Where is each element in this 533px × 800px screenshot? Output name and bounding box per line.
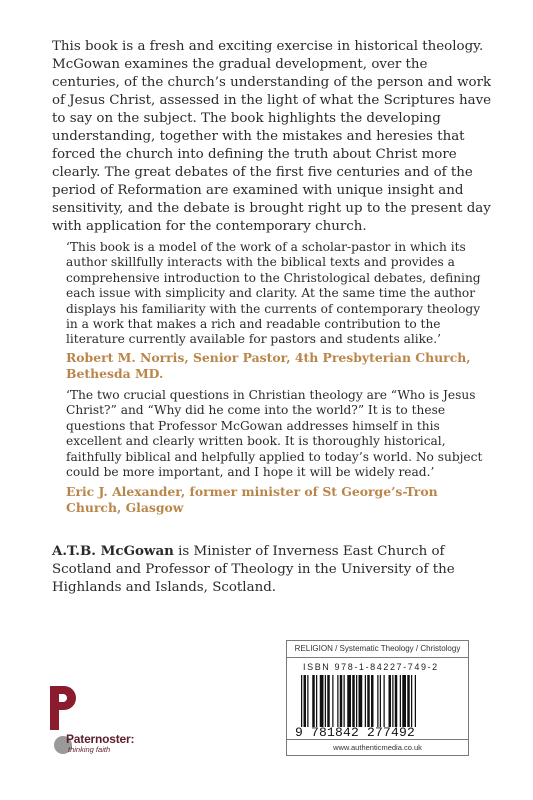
author-name: A.T.B. McGowan [52, 543, 174, 559]
isbn-label: ISBN 978-1-84227-749-2 [303, 662, 439, 672]
author-bio-text: is Minister of Inverness East Church of Scotland and Professor of Theology in the University of the Highlands and Islands, Scotland. [52, 544, 455, 595]
author-bio [52, 542, 492, 597]
subject-category: RELIGION / Systematic Theology / Christology [287, 641, 468, 658]
endorsement-quote-1: ‘This book is a model of the work of a scholar-pastor in which its author skillfully interacts with the biblical texts and provides a comprehensive introduction to the Christological debates, defining each issue with simplicity and clarity. At the same time the author displays his familiarity with the currents of contemporary theology in a work that makes a rich and readable contribution to the literature currently available for pastors and students alike.’ [66, 240, 481, 347]
endorsement-quote-2: ‘The two crucial questions in Christian theology are “Who is Jesus Christ?” and “Why did he come into the world?” It is to these questions that Professor McGowan addresses himself in this excellent and clearly written book. It is thoroughly historical, faithfully biblical and helpfully applied to today’s world. No subject could be more important, and I hope it will be widely read.’ [66, 388, 483, 480]
book-description: This book is a fresh and exciting exercise in historical theology. McGowan examines the gradual development, over the centuries, of the church’s understanding of the person and work of Jesus Christ, assessed in the light of what the Scriptures have to say on the subject. The book highlights the developing understanding, together with the mistakes and heresies that forced the church into defining the truth about Christ more clearly. The great debates of the first five centuries and of the period of Reformation are examined with unique insight and sensitivity, and the debate is brought right up to the present day with application for the contemporary church. [52, 39, 492, 234]
barcode-panel [286, 640, 469, 756]
publisher-tagline: thinking faith [68, 745, 111, 754]
publisher-logo-mark-icon [50, 686, 76, 730]
endorsement-attribution-1: Robert M. Norris, Senior Pastor, 4th Presbyterian Church, Bethesda MD. [66, 350, 471, 381]
publisher-url: www.authenticmedia.co.uk [287, 739, 468, 755]
publisher-name: Paternoster: [66, 732, 135, 746]
barcode-icon [301, 675, 454, 727]
endorsement-attribution-2: Eric J. Alexander, former minister of St George’s-Tron Church, Glasgow [66, 484, 438, 515]
barcode-digits: 9 781842 277492 [295, 725, 416, 740]
